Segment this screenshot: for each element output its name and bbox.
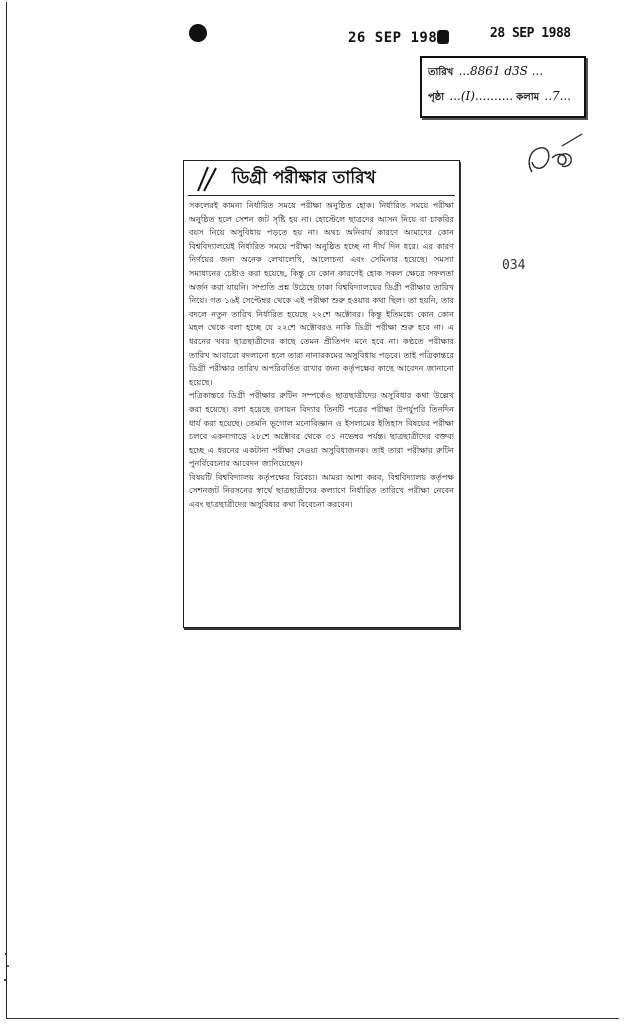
stamp-column-value: ..7... — [544, 89, 572, 103]
punch-hole — [189, 24, 207, 42]
article-paragraph-3: বিষয়টি বিশ্ববিদ্যালয় কর্তৃপক্ষের বিবেচ্য। আমরা আশা করব, বিশ্ববিদ্যালয় কর্তৃপক্ষ সেশনজট নিরসনের স্বার্থে ছাত্রছাত্রীদের কল্যাণে নির্ধারিত তারিখে পরীক্ষা নেবেন এবং ছাত্রছাত্রীদের অসুবিধার কথা বিবেচনা করবেন। — [189, 471, 454, 510]
ink-blot — [437, 30, 449, 44]
newspaper-clipping — [183, 160, 460, 628]
date-stamp-text: 26 SEP 198 — [348, 30, 438, 46]
stamp-row-date — [428, 64, 543, 82]
headline: ডিগ্রী পরীক্ষার তারিখ — [232, 168, 376, 188]
article-body — [184, 196, 459, 512]
margin-specks — [2, 950, 14, 990]
stamp-row-page — [428, 89, 571, 107]
stamp-date-value: ...8861 d3S ... — [458, 64, 544, 78]
reference-number: 034 — [502, 258, 526, 273]
stamp-date-label: তারিখ — [428, 67, 454, 78]
stamp-page-value: ...(I).......... — [449, 89, 514, 103]
stamp-page-label: পৃষ্ঠা — [428, 92, 445, 103]
date-stamp — [348, 30, 449, 46]
article-paragraph-2: পত্রিকান্তরে ডিগ্রী পরীক্ষার রুটিন সম্পর্কেও ছাত্রছাত্রীদের অসুবিধার কথা উল্লেখ করা হয়েছে। বলা হয়েছে রসায়ন বিদ্যার তিনটি পত্রের পরীক্ষা উপর্যুপরি তিনদিন ধার্য করা হয়েছে। তেমনি ভূগোল মনোবিজ্ঞান ও ইসলামের ইতিহাস বিষয়ের পরীক্ষা চলবে একনাগাড়ে ২৮শে অক্টোবর থেকে ৩১ নভেম্বর পর্যন্ত। ছাত্রছাত্রীদের বক্তব্য হচ্ছে এ ধরনের একটানা পরীক্ষা দেওয়া অসুবিধাজনক। তাই তারা পরীক্ষার রুটিন পুনর্বিবেচনার আবেদন জানিয়েছেন। — [189, 390, 454, 469]
pen-mark-icon — [194, 165, 220, 193]
handwritten-folio-mark — [522, 132, 588, 184]
article-paragraph-1: সকলেরই কামনা নির্ধারিত সময়ে পরীক্ষা অনুষ্ঠিত হোক। নির্ধারিত সময়ে পরীক্ষা অনুষ্ঠিত হলে সেশন জট সৃষ্টি হয় না। হোস্টেলে ছাত্রদের আসন নিয়ে বা চাকরির বয়স নিয়ে অসুবিধায় পড়তে হয় না। অথচ অনিবার্য কারণে আমাদের কোন বিশ্ববিদ্যালয়েই নির্ধারিত সময়ে পরীক্ষা অনুষ্ঠিত হচ্ছে না দীর্ঘ দিন ধরে। এর কারণ নির্ণয়ের জন্য অনেক লেখালেখি, আলোচনা এবং সেমিনার হয়েছে। সমস্যা সমাধানের চেষ্টাও করা হয়েছে, কিন্তু যে কোন কারণেই হোক সকল ক্ষেত্রে সফলতা অর্জন করা যায়নি। সম্প্রতি প্রশ্ন উঠেছে ঢাকা বিশ্ববিদ্যালয়ের ডিগ্রী পরীক্ষার তারিখ নিয়ে। গত ১৬ই সেপ্টেম্বর থেকে এই পরীক্ষা শুরু হওয়ার কথা ছিল। তা হয়নি, তার বদলে নতুন তারিখ নির্ধারিত হয়েছে ২২শে অক্টোবর। কিন্তু ইতিমধ্যে কোন কোন মহল থেকে বলা হচ্ছে যে ২২শে অক্টোবরও নাকি ডিগ্রী পরীক্ষা শুরু হবে না। এ ধরনের খবর ছাত্রছাত্রীদের কাছে তেমন প্রীতিপদ মনে হবে না। কণ্ঠতে পরীক্ষার তারিখ আবারো বদলানো হলে তারা নানারকমের অসুবিধায় পড়বে। তাই পত্রিকান্তরে ডিগ্রী পরীক্ষার তারিখ অপরিবর্তিত রাখার জন্য কর্তৃপক্ষের কাছে আবেদন জানানো হয়েছে। — [189, 200, 454, 387]
stamp-column-label: কলাম — [516, 92, 540, 103]
filing-stamp-box — [420, 56, 586, 118]
headline-row — [188, 161, 455, 196]
date-stamp-overprint: 28 SEP 1988 — [490, 26, 571, 41]
